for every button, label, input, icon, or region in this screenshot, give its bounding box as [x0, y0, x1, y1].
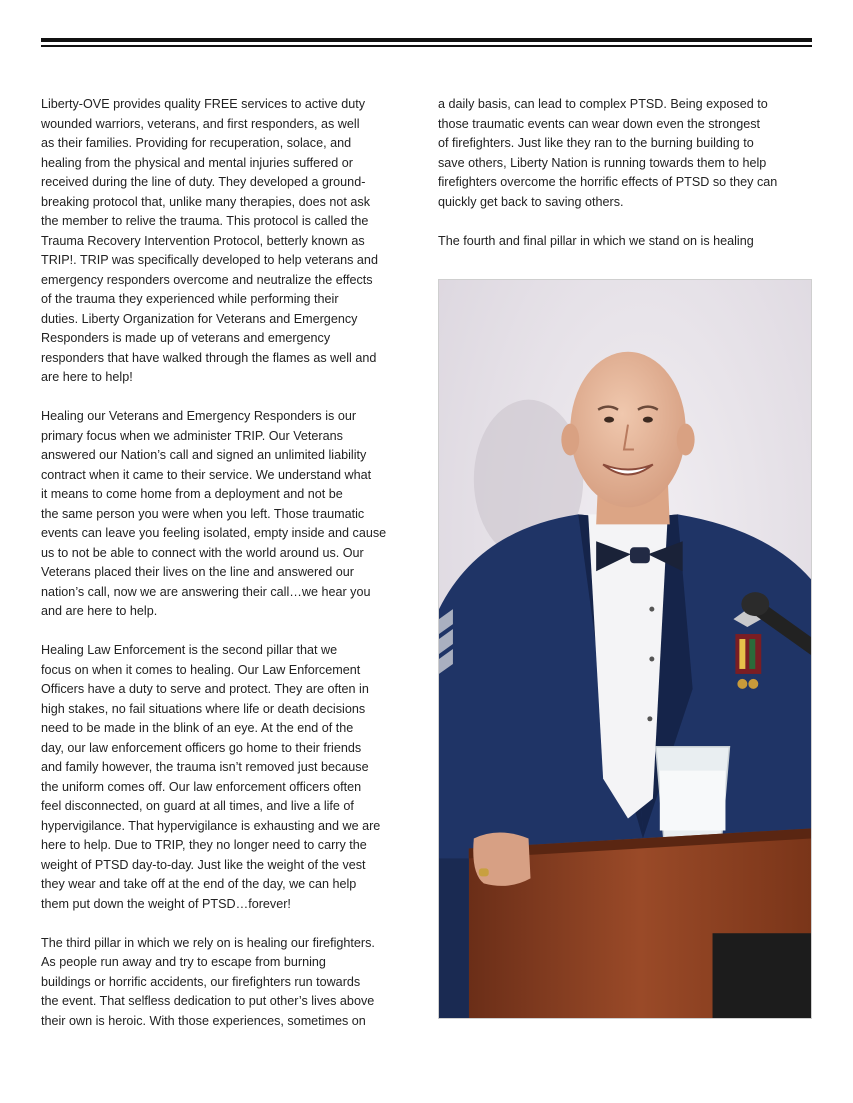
speaker-illustration	[439, 280, 811, 1018]
paragraph-firefighters-pillar: The third pillar in which we rely on is healing our firefighters. As people run away and try to escape from burning buildings or horrific accidents, our firefighters run towards the event. That selfless dedication to put other’s lives above their own is heroic. With those experiences, sometimes on	[41, 935, 375, 1028]
paragraph-veterans-pillar: Healing our Veterans and Emergency Responders is our primary focus when we administer TRIP. Our Veterans answered our Nation’s call and signed an unlimited liability contract when it came to their service. We understand what it means to come home from a deployment and not be the same person you were when you left. Those traumatic events can leave you feeling isolated, empty inside and cause us to not be able to connect with the world around us. Our Veterans placed their lives on the line and answered our nation’s call, now we are answering their call…we hear you and are here to help.	[41, 409, 387, 618]
header-rule-thin	[41, 45, 812, 47]
paragraph-fourth-pillar: The fourth and final pillar in which we stand on is healing	[438, 233, 754, 248]
paragraph-law-enforcement-pillar: Healing Law Enforcement is the second pillar that we focus on when it comes to healing. Our Law Enforcement Officers have a duty to serve and protect. They are often in high stakes, no fail situations where life or death decisions need to be made in the blink of an eye. At the end of the day, our law enforcement officers go home to their friends and family however, the trauma isn’t removed just because the uniform comes off. Our law enforcement officers often feel disconnected, on guard at all times, and live a life of hypervigilance. That hypervigilance is exhausting and we are here to help. Due to TRIP, they no longer need to carry the weight of PTSD day-to-day. Just like the weight of the vest they wear and take off at the end of the day, we can help them put down the weight of PTSD…forever!	[41, 643, 381, 911]
speaker-photo	[438, 279, 812, 1019]
paragraph-firefighters-continued: a daily basis, can lead to complex PTSD. Being exposed to those traumatic events can wear down even the strongest of firefighters. Just like they ran to the burning building to save others, Liberty Nation is running towards them to help firefighters overcome the horrific effects of PTSD so they can quickly get back to saving others.	[438, 97, 778, 209]
left-column	[41, 95, 416, 1051]
right-column	[438, 95, 813, 271]
header-rule-thick	[41, 38, 812, 42]
paragraph-liberty-ove-intro: Liberty-OVE provides quality FREE services to active duty wounded warriors, veterans, and first responders, as well as their families. Providing for recuperation, solace, and healing from the physical and mental injuries suffered or received during the line of duty. They developed a ground- breaking protocol that, unlike many therapies, does not ask the member to relive the trauma. This protocol is called the Trauma Recovery Intervention Protocol, betterly known as TRIP!. TRIP was specifically developed to help veterans and emergency responders overcome and neutralize the effects of the trauma they experienced while performing their duties. Liberty Organization for Veterans and Emergency Responders is made up of veterans and emergency responders that have walked through the flames as well and are here to help!	[41, 97, 378, 384]
speaker-box	[713, 933, 811, 1018]
